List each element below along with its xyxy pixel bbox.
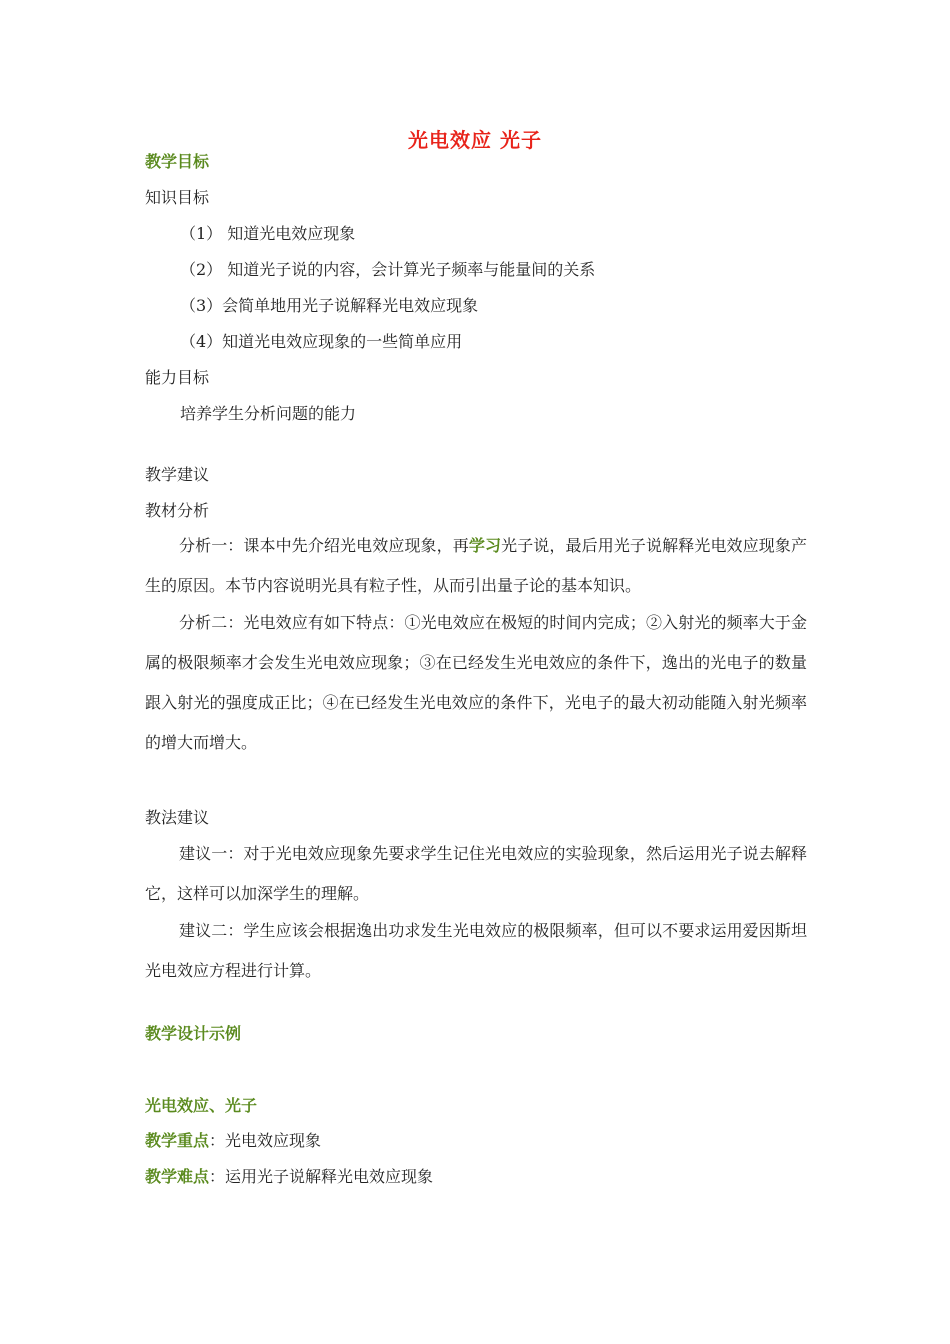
design-example-heading: 教学设计示例 [145, 1024, 242, 1043]
teaching-goals-heading: 教学目标 [145, 152, 210, 171]
lesson-topic: 光电效应、光子 [145, 1096, 258, 1115]
analysis-one-paragraph [145, 526, 807, 606]
key-point-separator: ： [209, 1131, 226, 1150]
teaching-suggestions-heading: 教学建议 [145, 465, 210, 484]
difficult-point-row [145, 1167, 433, 1187]
analysis-one-text-end: 光子说，最后用光子说解释光电效应现象产生的原因。本节内容说明光具有粒子性，从而引出量子论的基本知识。 [145, 536, 807, 595]
knowledge-item: （3）会简单地用光子说解释光电效应现象 [180, 296, 479, 315]
advice-two-paragraph: 建议二：学生应该会根据逸出功求发生光电效应的极限频率，但可以不要求运用爱因斯坦光电效应方程进行计算。 [145, 921, 807, 980]
material-analysis-heading: 教材分析 [145, 501, 210, 520]
difficult-point-separator: ： [209, 1167, 226, 1186]
difficult-point-label: 教学难点 [145, 1167, 210, 1186]
ability-goals-heading: 能力目标 [145, 368, 210, 387]
advice-one-paragraph: 建议一：对于光电效应现象先要求学生记住光电效应的实验现象，然后运用光子说去解释它，这样可以加深学生的理解。 [145, 844, 807, 903]
knowledge-item: （4）知道光电效应现象的一些简单应用 [180, 332, 463, 351]
ability-goals-text: 培养学生分析问题的能力 [180, 404, 357, 423]
method-suggestions-heading: 教法建议 [145, 808, 210, 827]
analysis-one-text-start: 分析一：课本中先介绍光电效应现象，再 [179, 536, 469, 555]
difficult-point-text: 运用光子说解释光电效应现象 [225, 1167, 434, 1186]
knowledge-goals-heading: 知识目标 [145, 188, 210, 207]
page-title: 光电效应 光子 [408, 128, 542, 152]
key-point-row [145, 1131, 321, 1151]
knowledge-item: （1） 知道光电效应现象 [180, 224, 356, 243]
key-point-label: 教学重点 [145, 1131, 210, 1150]
key-point-text: 光电效应现象 [225, 1131, 322, 1150]
knowledge-item: （2） 知道光子说的内容，会计算光子频率与能量间的关系 [180, 260, 596, 279]
analysis-two-paragraph: 分析二：光电效应有如下特点：①光电效应在极短的时间内完成；②入射光的频率大于金属的极限频率才会发生光电效应现象；③在已经发生光电效应的条件下，逸出的光电子的数量跟入射光的强度成正比；④在已经发生光电效应的条件下，光电子的最大初动能随入射光频率的增大而增大。 [145, 613, 807, 752]
study-link[interactable]: 学习 [468, 536, 502, 555]
